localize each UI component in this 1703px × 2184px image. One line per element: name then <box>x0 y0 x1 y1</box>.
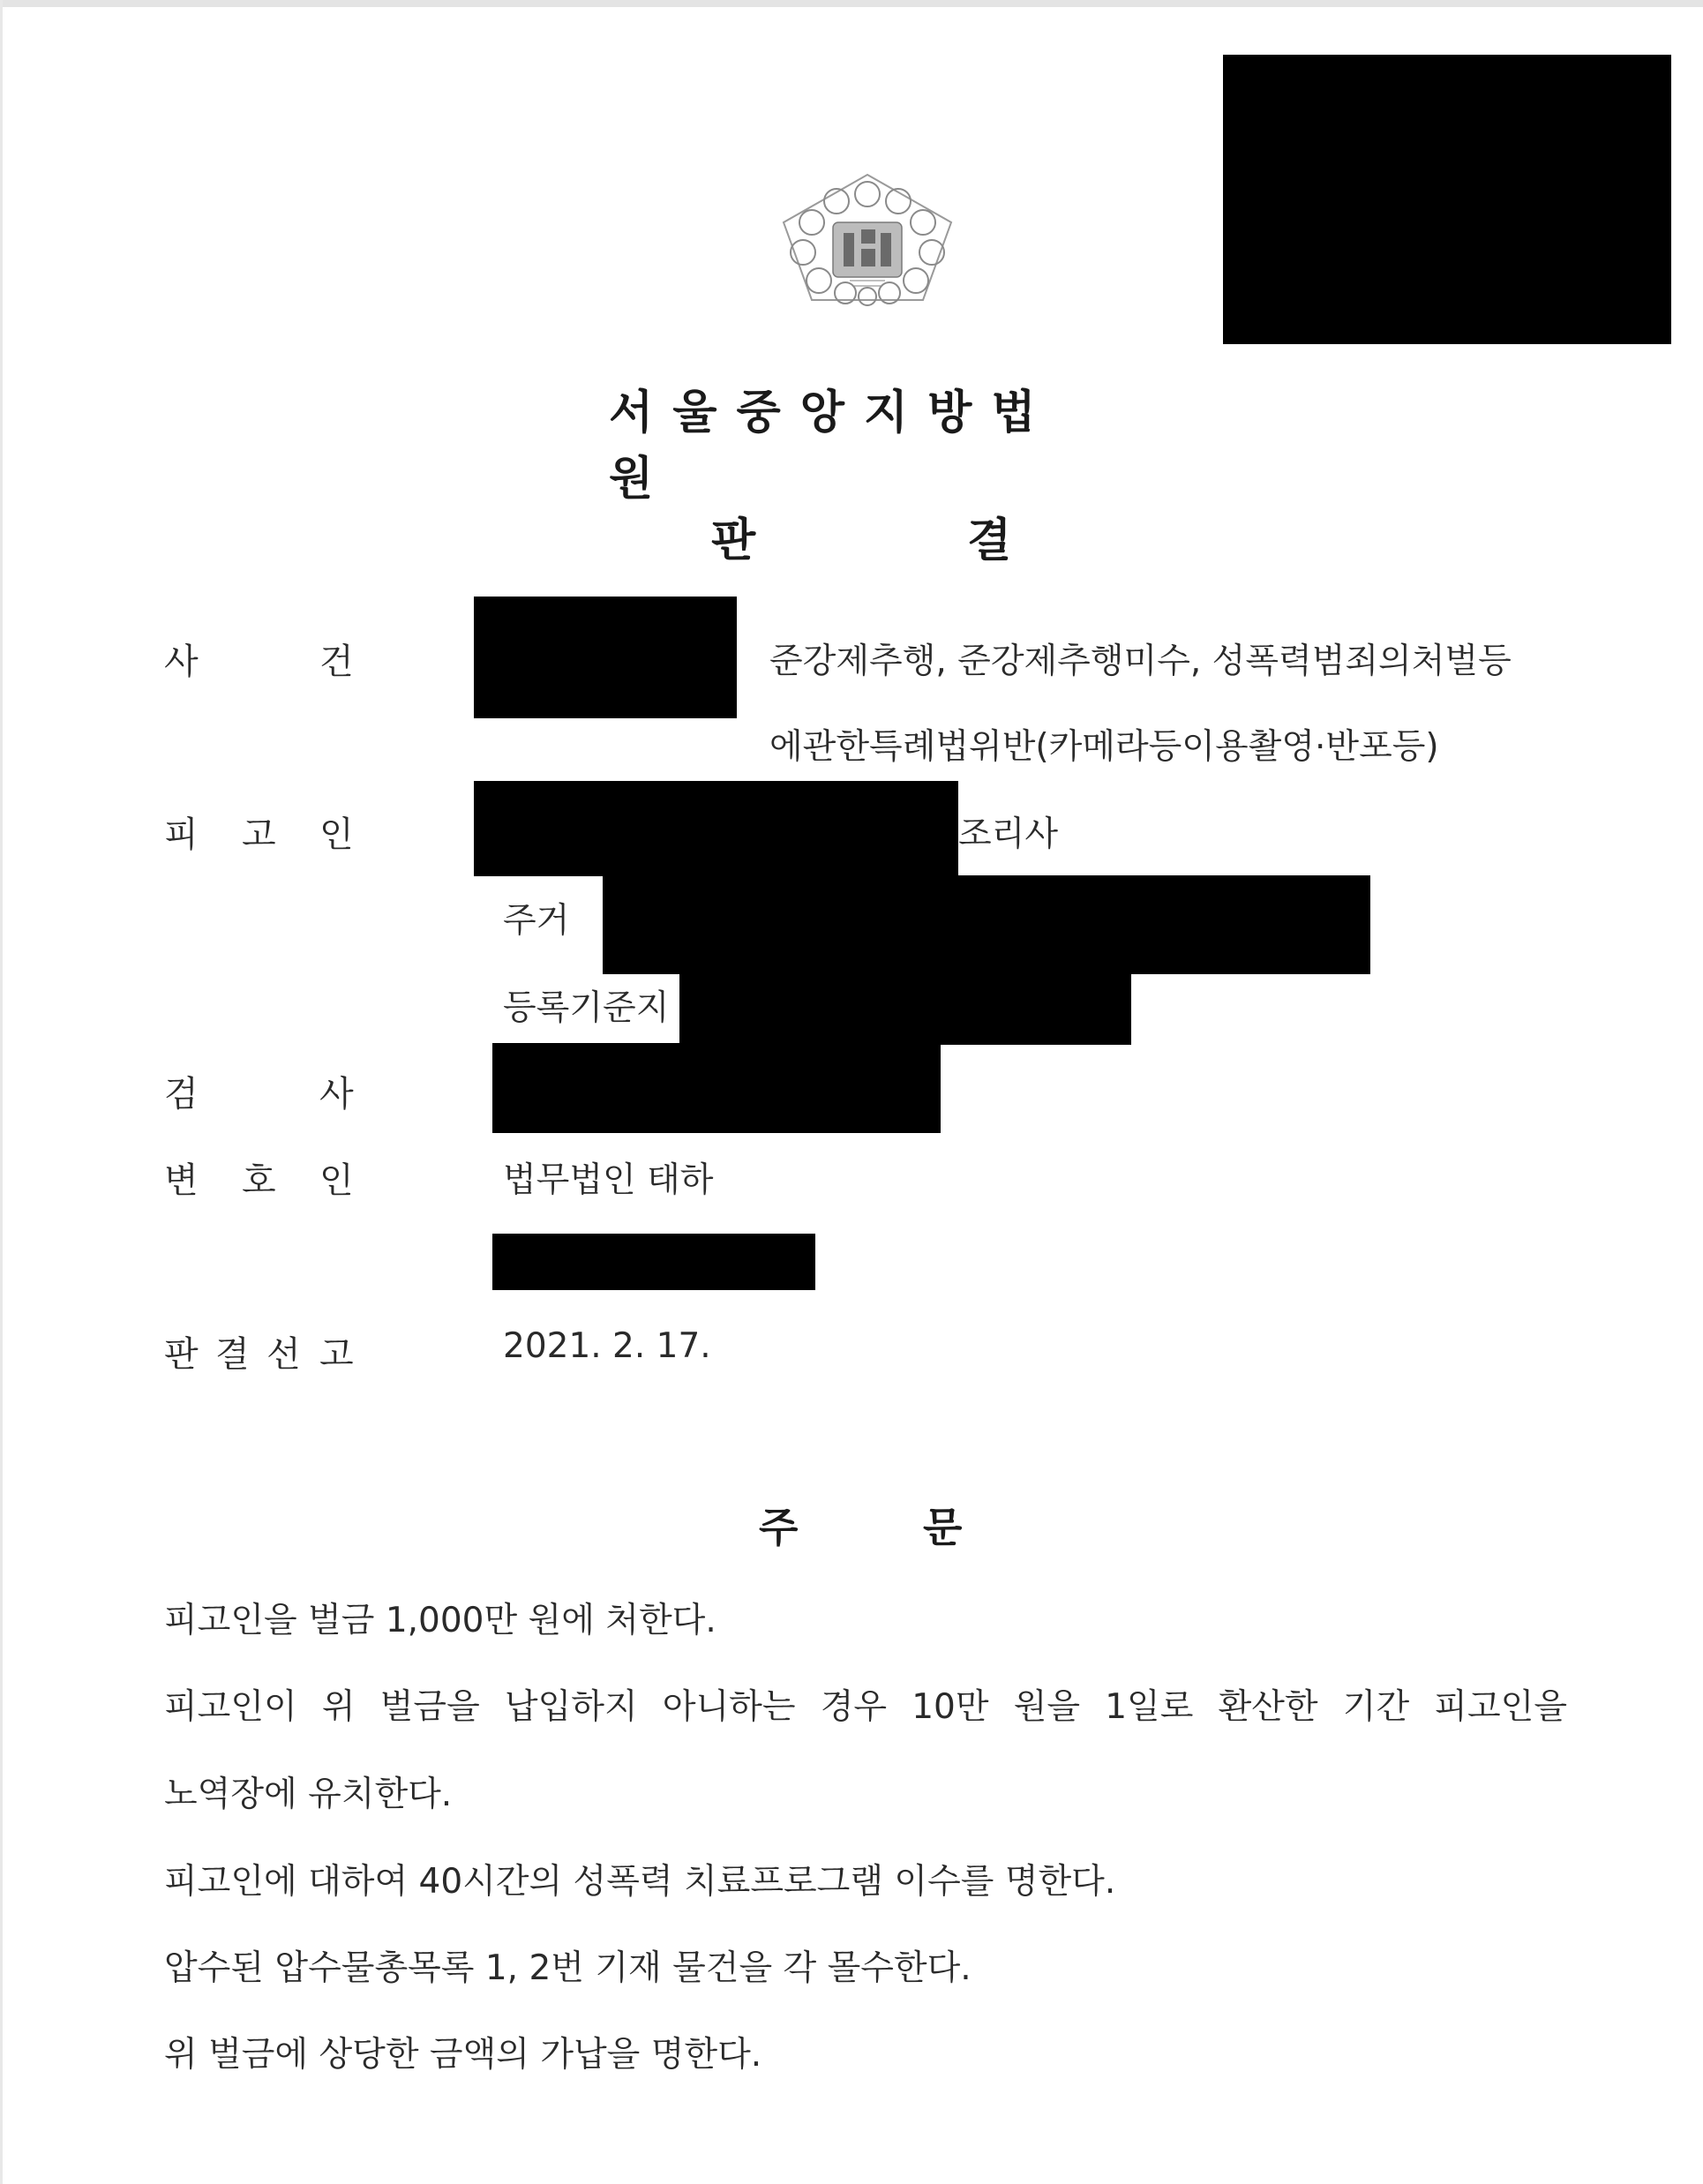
case-name-line1: 준강제추행, 준강제추행미수, 성폭력범죄의처벌등 <box>769 642 1512 681</box>
doc-title-right: 결 <box>967 514 1012 567</box>
redaction-residence <box>603 875 1370 974</box>
registry-label: 등록기준지 <box>503 988 670 1028</box>
order-line-2: 피고인이 위 벌금을 납입하지 아니하는 경우 10만 원을 1일로 환산한 기간 피고인을 <box>164 1687 1567 1727</box>
order-heading-right: 문 <box>923 1504 963 1551</box>
page-top-edge <box>0 0 1703 7</box>
counsel-label-2: 호 <box>242 1160 276 1201</box>
order-line-1: 피고인을 벌금 1,000만 원에 처한다. <box>164 1601 716 1640</box>
counsel-label-3: 인 <box>319 1160 354 1201</box>
order-heading-left: 주 <box>759 1504 799 1551</box>
defendant-label-1: 피 <box>164 814 199 855</box>
prosecutor-label-left: 검 <box>164 1074 199 1115</box>
page-left-edge <box>0 0 3 2184</box>
sentencing-date: 2021. 2. 17. <box>503 1326 711 1366</box>
defendant-label-2: 고 <box>242 814 276 855</box>
redaction-registry <box>679 974 1131 1045</box>
redaction-header-stamp <box>1223 55 1671 344</box>
case-label-left: 사 <box>164 642 199 682</box>
sentencing-label-2: 결 <box>215 1334 250 1375</box>
redaction-case-number <box>474 597 737 718</box>
residence-label: 주거 <box>503 901 570 941</box>
doc-title-left: 판 <box>711 514 756 567</box>
sentencing-label-4: 고 <box>319 1334 354 1375</box>
counsel-firm: 법무법인 태하 <box>503 1160 714 1200</box>
order-line-5: 압수된 압수물총목록 1, 2번 기재 물건을 각 몰수한다. <box>164 1948 972 1988</box>
case-name-line2: 에관한특례법위반(카메라등이용촬영·반포등) <box>769 727 1439 767</box>
order-line-6: 위 벌금에 상당한 금액의 가납을 명한다. <box>164 2035 762 2075</box>
case-label-right: 건 <box>319 642 354 682</box>
order-line-4: 피고인에 대하여 40시간의 성폭력 치료프로그램 이수를 명한다. <box>164 1862 1116 1902</box>
court-name: 서울중앙지방법원 <box>609 387 1055 506</box>
redaction-prosecutor <box>492 1043 941 1133</box>
prosecutor-label-right: 사 <box>319 1074 354 1115</box>
court-seal-emblem <box>766 168 969 309</box>
redaction-counsel-attorney <box>492 1234 815 1290</box>
counsel-label-1: 변 <box>164 1160 199 1201</box>
redaction-defendant-name <box>474 781 958 876</box>
order-line-3: 노역장에 유치한다. <box>164 1775 453 1814</box>
sentencing-label-1: 판 <box>164 1334 199 1375</box>
sentencing-label-3: 선 <box>266 1334 301 1375</box>
defendant-occupation: 조리사 <box>958 814 1059 854</box>
defendant-label-3: 인 <box>319 814 354 855</box>
